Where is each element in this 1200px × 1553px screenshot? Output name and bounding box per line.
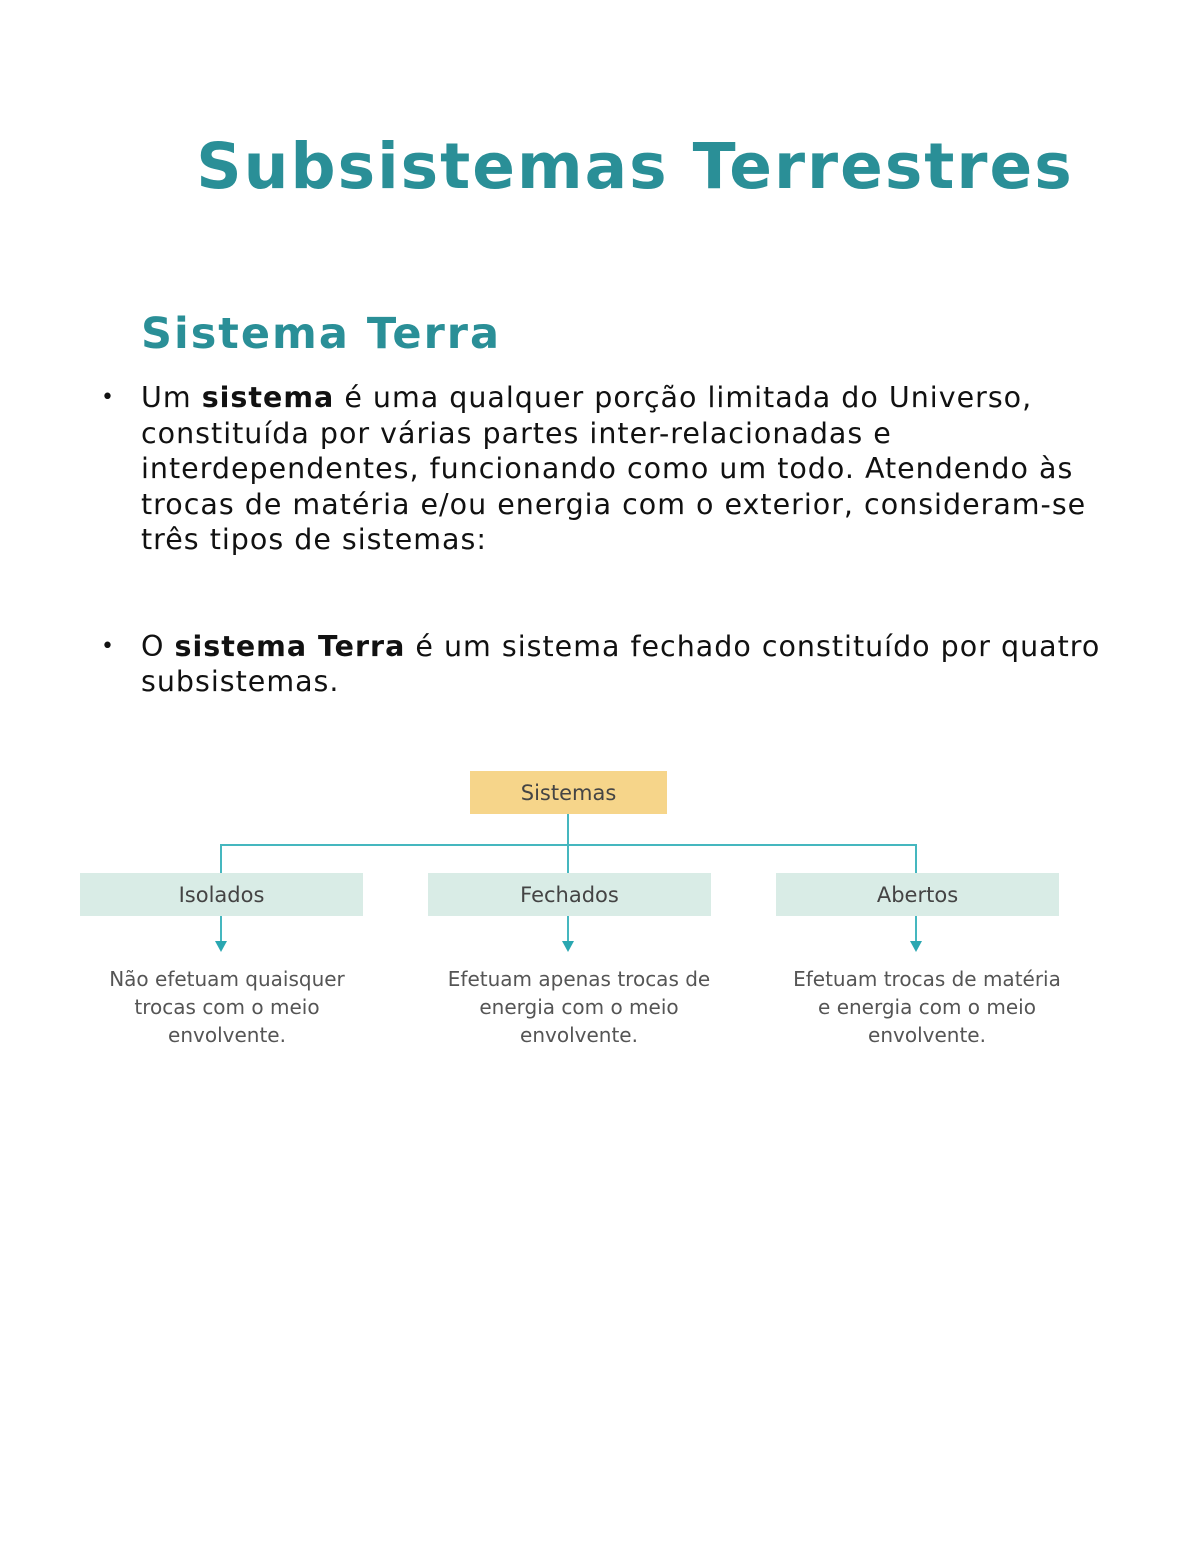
diagram-box-isolados: Isolados — [80, 873, 363, 916]
description-fechados: Efetuam apenas trocas de energia com o meio envolvente. — [447, 967, 711, 1047]
description-abertos: Efetuam trocas de matéria e energia com o meio envolvente. — [793, 967, 1061, 1047]
arrow-down-icon — [910, 941, 922, 952]
bullet-item-sistema — [141, 380, 1131, 558]
arrow-down-icon — [215, 941, 227, 952]
diagram-root-box: Sistemas — [470, 771, 667, 814]
arrow-stem-isolados — [220, 916, 222, 941]
left-connector — [220, 844, 222, 873]
bullet-list — [141, 380, 1131, 700]
arrow-stem-fechados — [567, 916, 569, 941]
bullet2-prefix: O — [141, 629, 175, 663]
description-isolados: Não efetuam quaisquer trocas com o meio envolvente. — [109, 967, 345, 1047]
diagram-box-abertos: Abertos — [776, 873, 1059, 916]
arrow-stem-abertos — [915, 916, 917, 941]
bullet2-bold-term: sistema Terra — [174, 629, 406, 663]
bullet1-bold-term: sistema — [201, 381, 335, 414]
bullet1-prefix: Um — [141, 381, 202, 414]
bullet2-text: é um sistema fechado constituído por quatro subsistemas. — [141, 629, 1101, 698]
section-title: Sistema Terra — [141, 309, 502, 359]
arrow-down-icon — [562, 941, 574, 952]
systems-diagram — [0, 760, 1200, 1080]
diagram-box-fechados: Fechados — [428, 873, 711, 916]
bullet-item-sistema-terra — [141, 629, 1131, 700]
bullet1-text: é uma qualquer porção limitada do Universo, constituída por várias partes inter-relacionadas e interdependentes, funcionando como um todo. Atendendo às trocas de matéria e/ou energia com o exterior, consideram-se três tipos de sistemas: — [141, 381, 1087, 556]
horizontal-connector — [220, 844, 917, 846]
page-title: Subsistemas Terrestres — [196, 130, 1074, 203]
right-connector — [915, 844, 917, 873]
